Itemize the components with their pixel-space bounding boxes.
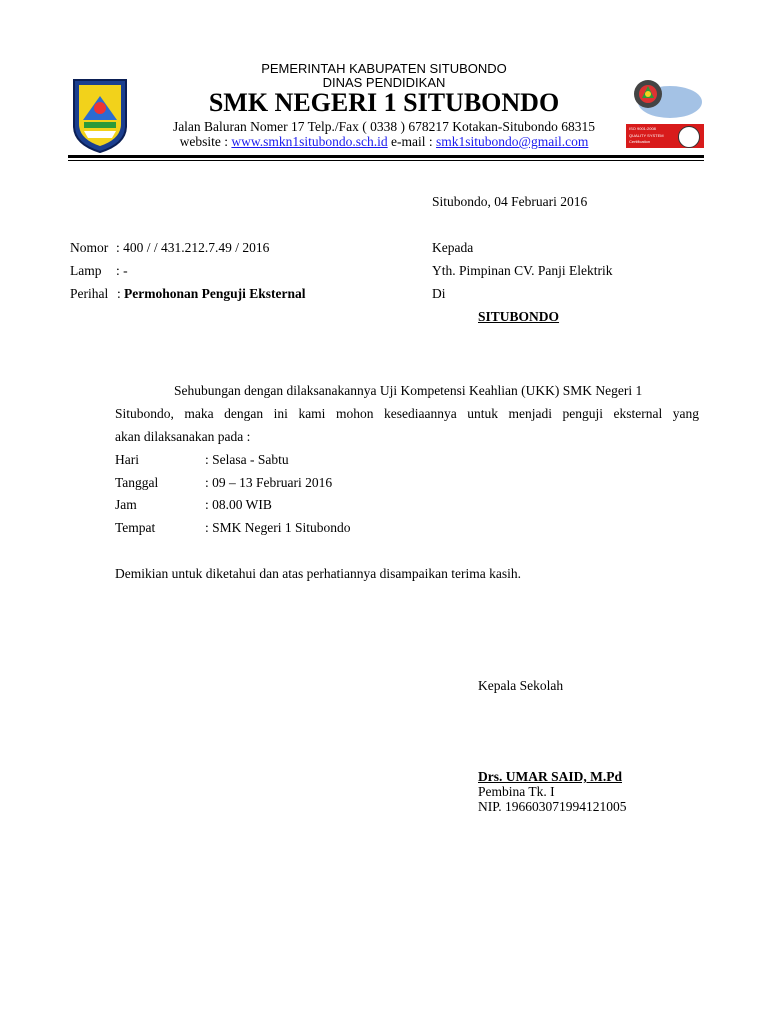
body-line-3: akan dilaksanakan pada : — [115, 429, 251, 444]
website-label: website : — [179, 134, 229, 149]
school-address: Jalan Baluran Nomer 17 Telp./Fax ( 0338 ) 678217 Kotakan-Situbondo 68315 — [172, 119, 596, 134]
detail-tanggal-value: : 09 – 13 Februari 2016 — [205, 475, 333, 490]
detail-jam-value: : 08.00 WIB — [205, 497, 272, 512]
perihal-value: Permohonan Penguji Eksternal — [124, 286, 306, 301]
perihal-separator: : — [117, 286, 121, 301]
body-line-2: Situbondo, maka dengan ini kami mohon kesediaannya untuk menjadi penguji eksternal yang — [115, 406, 699, 421]
perihal-label: Perihal — [70, 286, 109, 301]
header-divider-thick — [68, 155, 704, 158]
email-label: e-mail : — [391, 134, 433, 149]
letter-date: Situbondo, 04 Februari 2016 — [432, 194, 588, 209]
dept-heading: DINAS PENDIDIKAN — [322, 75, 446, 90]
detail-tempat-value: : SMK Negeri 1 Situbondo — [205, 520, 351, 535]
detail-tanggal-label: Tanggal — [115, 475, 159, 490]
nomor-value: : 400 / / 431.212.7.49 / 2016 — [116, 240, 270, 255]
detail-hari-value: : Selasa - Sabtu — [205, 452, 289, 467]
website-link[interactable]: www.smkn1situbondo.sch.id — [231, 134, 388, 149]
contact-line — [0, 134, 768, 150]
detail-hari-label: Hari — [115, 452, 139, 467]
signature-rank: Pembina Tk. I — [478, 784, 555, 799]
lamp-value: : - — [116, 263, 128, 278]
school-name: SMK NEGERI 1 SITUBONDO — [208, 88, 560, 117]
header-divider-thin — [68, 160, 704, 161]
detail-jam-label: Jam — [115, 497, 137, 512]
detail-tempat-label: Tempat — [115, 520, 156, 535]
lamp-label: Lamp — [70, 263, 102, 278]
email-link[interactable]: smk1situbondo@gmail.com — [436, 134, 589, 149]
recipient-city: SITUBONDO — [478, 309, 560, 324]
recipient-di: Di — [432, 286, 446, 301]
recipient-kepada: Kepada — [432, 240, 474, 255]
recipient-name: Yth. Pimpinan CV. Panji Elektrik — [432, 263, 613, 278]
iso-logo-line: Certification — [629, 139, 651, 144]
body-line-1: Sehubungan dengan dilaksanakannya Uji Kompetensi Keahlian (UKK) SMK Negeri 1 — [174, 383, 643, 398]
closing-sentence: Demikian untuk diketahui dan atas perhatiannya disampaikan terima kasih. — [115, 566, 522, 581]
signature-name: Drs. UMAR SAID, M.Pd — [478, 769, 622, 784]
gov-heading: PEMERINTAH KABUPATEN SITUBONDO — [261, 61, 507, 76]
nomor-label: Nomor — [70, 240, 109, 255]
iso-logo-line: QUALITY SYSTEM — [629, 133, 664, 138]
iso-logo-line: ISO 9001:2008 — [629, 126, 656, 131]
signature-position: Kepala Sekolah — [478, 678, 564, 693]
signature-nip: NIP. 196603071994121005 — [478, 799, 627, 814]
